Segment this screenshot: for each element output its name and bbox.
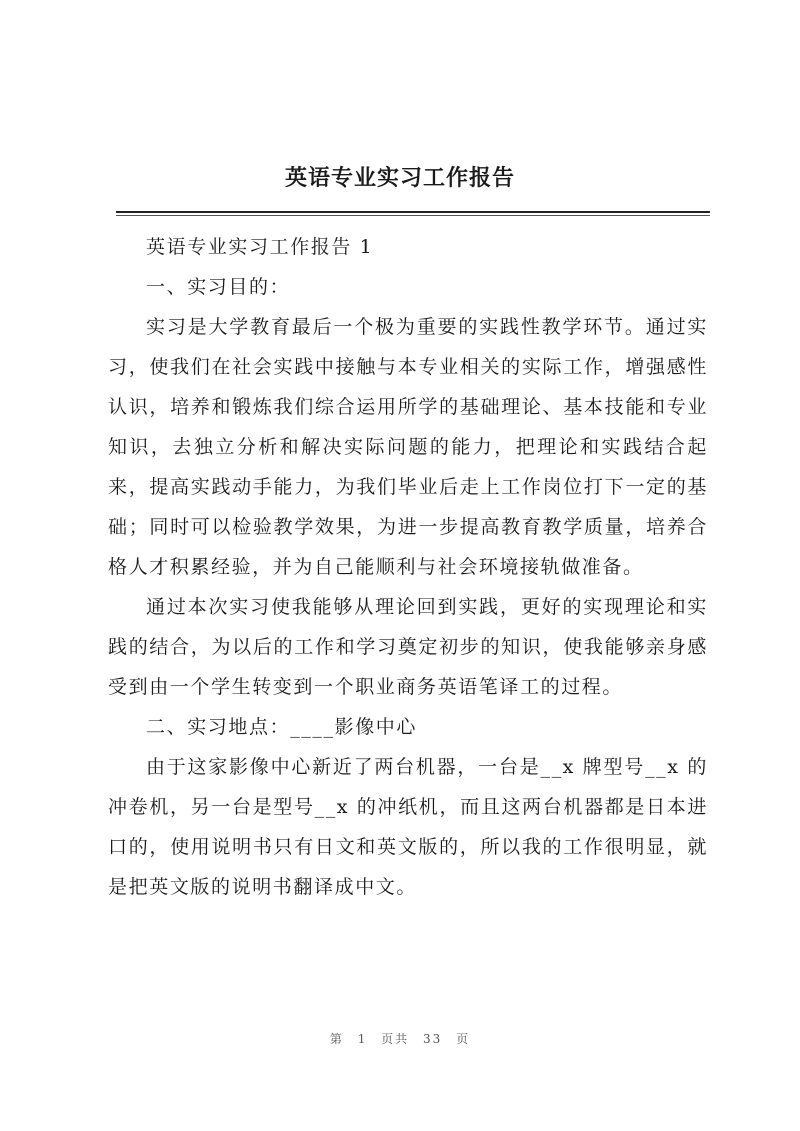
paragraph-machines: 由于这家影像中心新近了两台机器，一台是__x 牌型号__x 的冲卷机，另一台是型号__x 的冲纸机，而且这两台机器都是日本进口的，使用说明书只有日文和英文版的，所以我的工作很明显，就是把英文版的说明书翻译成中文。 [108, 756, 708, 898]
title-divider [116, 211, 710, 213]
footer-prefix: 第 [329, 1032, 344, 1046]
section-heading-location: 二、实习地点：____影像中心 [146, 716, 418, 738]
title-divider-thin [116, 215, 710, 216]
footer-suffix: 页 [456, 1032, 471, 1046]
paragraph-practice: 通过本次实习使我能够从理论回到实践，更好的实现理论和实践的结合，为以后的工作和学习奠定初步的知识，使我能够亲身感受到由一个学生转变到一个职业商务英语笔译工的过程。 [108, 596, 708, 698]
page-footer [0, 1030, 800, 1047]
footer-page-number: 1 [357, 1032, 368, 1046]
paragraph-purpose: 实习是大学教育最后一个极为重要的实践性教学环节。通过实习，使我们在社会实践中接触与本专业相关的实际工作，增强感性认识，培养和锻炼我们综合运用所学的基础理论、基本技能和专业知识，去独立分析和解决实际问题的能力，把理论和实践结合起来，提高实践动手能力，为我们毕业后走上工作岗位打下一定的基础；同时可以检验教学效果，为进一步提高教育教学质量，培养合格人才积累经验，并为自己能顺利与社会环境接轨做准备。 [108, 316, 708, 578]
section-heading-purpose: 一、实习目的： [146, 276, 291, 298]
footer-middle: 页共 [381, 1032, 410, 1046]
footer-total-pages: 33 [423, 1032, 443, 1046]
document-body [108, 227, 708, 907]
report-subtitle: 英语专业实习工作报告 1 [146, 236, 374, 258]
document-title: 英语专业实习工作报告 [284, 165, 515, 191]
